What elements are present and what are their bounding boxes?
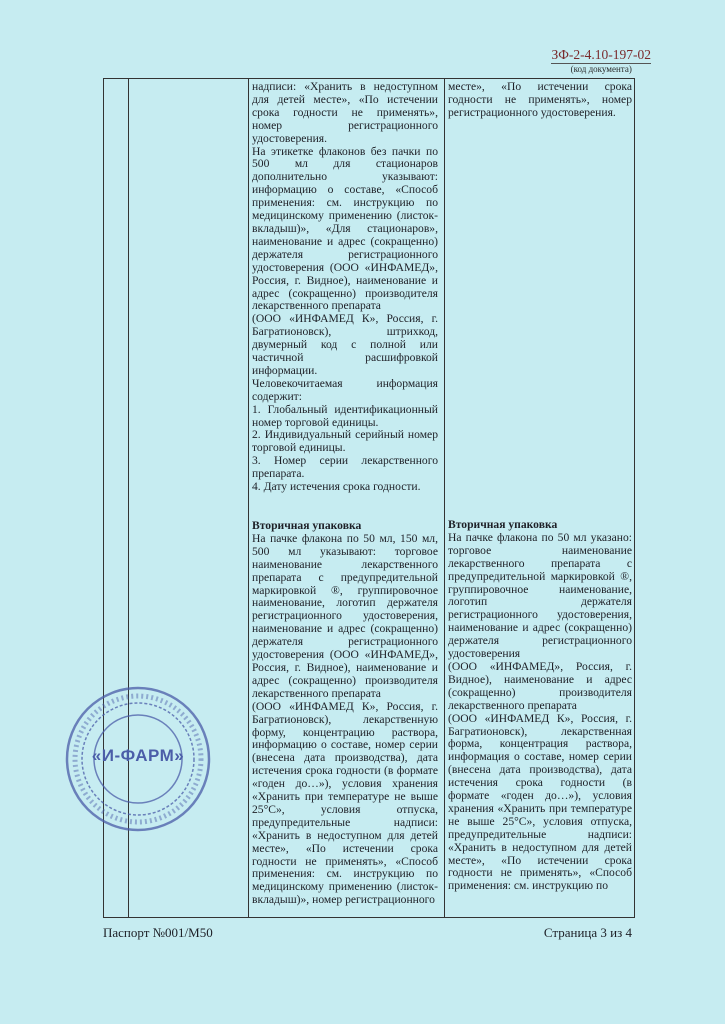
- page-number: Страница 3 из 4: [543, 925, 632, 940]
- left-list-item: 4. Дату истечения срока годности.: [252, 480, 421, 494]
- left-paragraph: надписи: «Хранить в недоступном для детей месте», «По истечении срока годности не применять», номер регистрационного удостоверения.: [252, 80, 438, 145]
- document-code-value: ЗФ-2-4.10-197-02: [551, 47, 651, 62]
- left-paragraph: (ООО «ИНФАМЕД К», Россия, г. Багратионовск), штрихкод, двумерный код с полной или частичной расшифровкой информации.: [252, 312, 438, 377]
- requirement-cell-text: [252, 81, 438, 907]
- right-secondary-paragraph: (ООО «ИНФАМЕД», Россия, г. Видное), наименование и адрес (сокращенно) производителя лекарственного препарата: [448, 659, 632, 712]
- document-code-caption: (код документа): [551, 63, 651, 75]
- left-secondary-paragraph: На пачке флакона по 50 мл, 150 мл, 500 мл указывают: торговое наименование лекарственного препарата с предупредительной маркировкой ®, группировочное наименование, логотип держателя регистрационного удостоверения, наименование и адрес (сокращенно) держателя регистрационного удостоверения (ООО «ИНФАМЕД», Россия, г. Видное), наименование и адрес (сокращенно) производителя лекарственного препарата: [252, 531, 438, 700]
- left-paragraph: Человекочитаемая информация содержит:: [252, 376, 438, 403]
- left-paragraph: На этикетке флаконов без пачки по 500 мл для стационаров дополнительно указывают: информацию о составе, «Способ применения: см. инструкцию по медицинскому применению (листок-вкладыш)», «Для стационаров», наименование и адрес (сокращенно) держателя регистрационного удостоверения (ООО «ИНФАМЕД», Россия, г. Видное), наименование и адрес (сокращенно) производителя лекарственного препарата: [252, 144, 438, 313]
- right-top-paragraph: месте», «По истечении срока годности не применять», номер регистрационного удостоверения.: [448, 80, 632, 119]
- passport-number: Паспорт №001/М50: [103, 925, 213, 940]
- left-secondary-heading: Вторичная упаковка: [252, 519, 362, 532]
- stamp-center-text: «И-ФАРМ»: [91, 746, 185, 765]
- left-list-item: 3. Номер серии лекарственного препарата.: [252, 454, 438, 481]
- left-secondary-paragraph: (ООО «ИНФАМЕД К», Россия, г. Багратионовск), лекарственную форму, концентрацию раствора, информацию о составе, номер серии (внесена дата производства), дата истечения срока годности (в формате «годен до…»), условия хранения «Хранить при температуре не выше 25°С», условия отпуска, предупредительные надписи: «Хранить в недоступном для детей месте», «По истечении срока годности не применять», «Способ применения: см. инструкцию по медицинскому применению (листок-вкладыш)», номер регистрационного: [252, 699, 438, 907]
- result-cell-secondary: [448, 519, 632, 893]
- right-secondary-heading: Вторичная упаковка: [448, 518, 558, 531]
- left-list-item: 1. Глобальный идентификационный номер торговой единицы.: [252, 402, 438, 429]
- result-cell-top: [448, 81, 632, 120]
- document-code: [551, 48, 651, 75]
- right-secondary-paragraph: На пачке флакона по 50 мл указано: торговое наименование лекарственного препарата с предупредительной маркировкой ®, группировочное наименование, логотип держателя регистрационного удостоверения, наименование и адрес (сокращенно) держателя регистрационного удостоверения: [448, 530, 632, 661]
- left-list-item: 2. Индивидуальный серийный номер торговой единицы.: [252, 428, 438, 455]
- right-secondary-paragraph: (ООО «ИНФАМЕД К», Россия, г. Багратионовск), лекарственная форма, концентрация раствора, информация о составе, номер серии (внесена дата производства), дата истечения срока годности (в формате «годен до…»), условия хранения «Хранить при температуре не выше 25°С», условия отпуска, предупредительные надписи: «Хранить в недоступном для детей месте», «По истечении срока годности не применять», «Способ применения: см. инструкцию по: [448, 711, 632, 893]
